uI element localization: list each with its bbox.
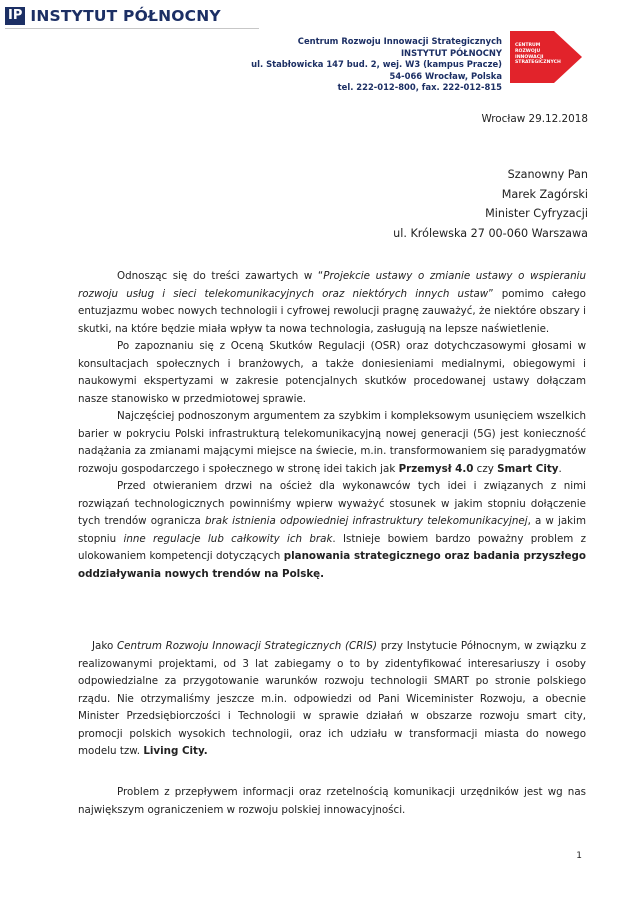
- paragraph: Odnosząc się do treści zawartych w “Projekcie ustawy o zmianie ustawy o wspieraniu rozwoju usług i sieci telekomunikacyjnych oraz niektórych innych ustaw” pomimo całego entuzjazmu wobec nowych technologii i cyfrowej rewolucji pragnę zauważyć, że niektóre obszary i skutki, na które będzie miała wpływ ta nowa technologia, zasługują na lepsze naświetlenie.: [78, 270, 586, 335]
- paragraph: Problem z przepływem informacji oraz rzetelnością komunikacji urzędników jest wg nas największym ograniczeniem w rozwoju polskiej innowacyjności.: [78, 786, 586, 816]
- paragraph: Najczęściej podnoszonym argumentem za szybkim i kompleksowym usunięciem wszelkich barier w pokryciu Polski infrastrukturą telekomunikacyjną nowej generacji (5G) jest konieczność nadążania za zmianami mającymi miejsce na świecie, m.in. transformowaniem się paradygmatów rozwoju gospodarczego i społecznego w stronę idei takich jak Przemysł 4.0 czy Smart City.: [78, 410, 586, 475]
- sender-line: tel. 222-012-800, fax. 222-012-815: [337, 82, 502, 92]
- paragraph: Po zapoznaniu się z Oceną Skutków Regulacji (OSR) oraz dotychczasowymi głosami w konsultacjach społecznych i branżowych, a także doniesieniami medialnymi, obiegowymi i naukowymi ekspertyzami w zakresie potencjalnych skutków procedowanej ustawy dołączam nasze stanowisko w przedmiotowej sprawie.: [78, 340, 586, 405]
- sender-line: INSTYTUT PÓŁNOCNY: [400, 47, 502, 58]
- paragraph: Jako Centrum Rozwoju Innowacji Strategicznych (CRIS) przy Instytucie Północnym, w związku z realizowanymi projektami, od 3 lat zabiegamy o to by zidentyfikować interesariuszy i osoby odpowiedzialne za przygotowanie warunków rozwoju technologii SMART po stronie polskiego rządu. Nie otrzymaliśmy jeszcze m.in. odpowiedzi od Pani Wiceminister Rozwoju, a obecnie Minister Przedsiębiorczości i Technologii w sprawie działań w obszarze rozwoju smart city, promocji polskich wysokich technologii, oraz ich udziału w transformacji miasta do nowego modelu tzw. Living City.: [78, 640, 587, 757]
- sender-address: [251, 36, 502, 94]
- recipient-line: Minister Cyfryzacji: [485, 207, 588, 221]
- sender-line: Centrum Rozwoju Innowacji Strategicznych: [297, 36, 502, 46]
- recipient-line: Marek Zagórski: [501, 187, 588, 201]
- sender-line: ul. Stabłowicka 147 bud. 2, wej. W3 (kampus Pracze): [251, 59, 502, 69]
- page-number: 1: [576, 851, 582, 861]
- institute-logo: [5, 6, 221, 26]
- recipient-address: [393, 165, 588, 244]
- letter-date: Wrocław 29.12.2018: [481, 113, 588, 125]
- logo-box: IP: [5, 7, 25, 25]
- recipient-line: Szanowny Pan: [507, 168, 588, 181]
- sender-line: 54-066 Wrocław, Polska: [389, 70, 502, 81]
- cris-logo: [510, 31, 582, 83]
- letter-body-1: [78, 268, 586, 583]
- paragraph: Przed otwieraniem drzwi na oścież dla wykonawców tych idei i związanych z nimi rozwiązań technologicznych powinniśmy wpierw wyważyć stosunek w jakim stopniu dołączenie tych trendów ogranicza brak istnienia odpowiedniej infrastruktury telekomunikacyjnej, a w jakim stopniu inne regulacje lub całkowity ich brak. Istnieje bowiem bardzo poważny problem z ulokowaniem kompetencji dotyczących planowania strategicznego oraz badania przyszłego oddziaływania nowych trendów na Polskę.: [78, 480, 587, 580]
- logo-divider: [5, 28, 259, 29]
- letter-body-2: [78, 638, 586, 761]
- cris-logo-text: CENTRUM ROZWOJU INNOWACJI STRATEGICZNYCH: [515, 43, 561, 66]
- letter-body-3: [78, 784, 586, 819]
- logo-name: INSTYTUT PÓŁNOCNY: [30, 7, 221, 25]
- recipient-line: ul. Królewska 27 00-060 Warszawa: [393, 227, 588, 241]
